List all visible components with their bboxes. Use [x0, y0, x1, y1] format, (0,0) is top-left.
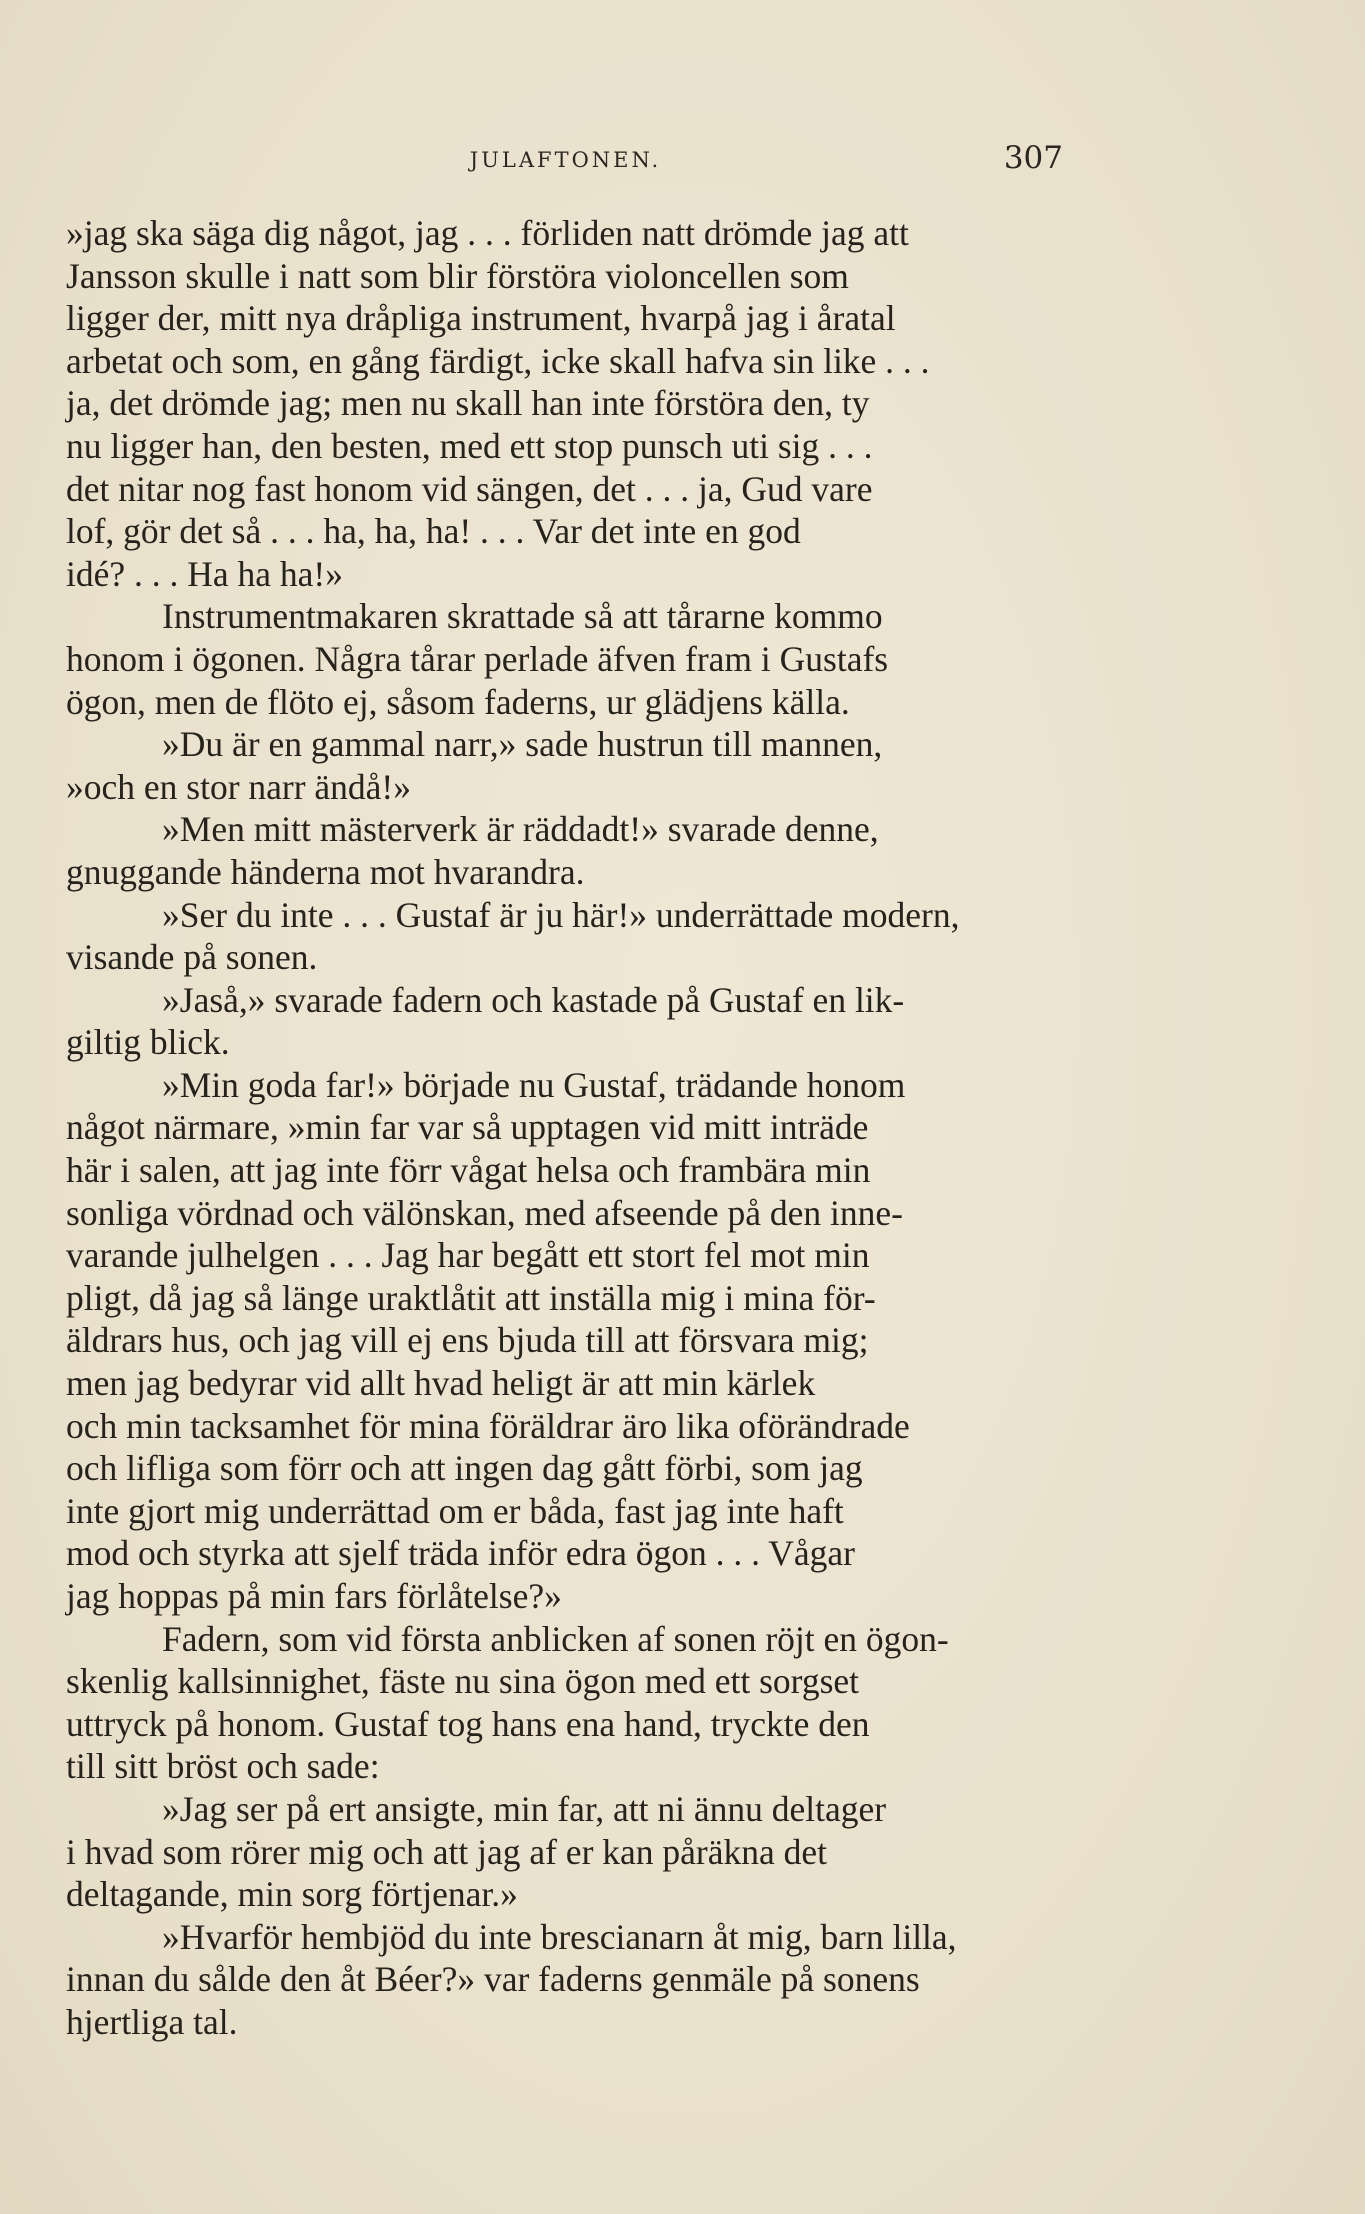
page-number: 307 [1003, 140, 1063, 176]
text-line: »Ser du inte . . . Gustaf är ju här!» underrättade modern, [162, 894, 960, 935]
text-line: pligt, då jag så länge uraktlåtit att inställa mig i mina för- [66, 1277, 876, 1318]
text-line: innan du sålde den åt Béer?» var faderns genmäle på sonens [66, 1959, 920, 2000]
text-line: nu ligger han, den besten, med ett stop punsch uti sig . . . [66, 425, 873, 466]
text-line: äldrars hus, och jag vill ej ens bjuda till att försvara mig; [66, 1320, 869, 1361]
body-text [66, 212, 1096, 2044]
text-line: »Jaså,» svarade fadern och kastade på Gustaf en lik- [162, 979, 905, 1020]
text-line: inte gjort mig underrättad om er båda, fast jag inte haft [66, 1490, 844, 1531]
text-line: »jag ska säga dig något, jag . . . förliden natt drömde jag att [66, 213, 909, 253]
text-line: ögon, men de flöto ej, såsom faderns, ur glädjens källa. [66, 681, 850, 722]
text-line: och min tacksamhet för mina föräldrar äro lika oförändrade [66, 1405, 910, 1446]
text-line: här i salen, att jag inte förr vågat helsa och frambära min [66, 1150, 871, 1191]
text-line: gnuggande händerna mot hvarandra. [66, 851, 585, 892]
text-line: något närmare, »min far var så upptagen vid mitt inträde [66, 1107, 869, 1148]
text-line: mod och styrka att sjelf träda inför edra ögon . . . Vågar [66, 1533, 855, 1574]
text-line: hjertliga tal. [66, 2001, 238, 2042]
text-line: uttryck på honom. Gustaf tog hans ena hand, tryckte den [66, 1703, 870, 1744]
text-line: till sitt bröst och sade: [66, 1746, 380, 1787]
text-line: skenlig kallsinnighet, fäste nu sina ögon med ett sorgset [66, 1661, 860, 1702]
text-line: sonliga vördnad och välönskan, med afseende på den inne- [66, 1192, 903, 1233]
text-line: lof, gör det så . . . ha, ha, ha! . . . Var det inte en god [66, 511, 801, 552]
text-line: »Min goda far!» började nu Gustaf, trädande honom [162, 1064, 906, 1105]
text-line: ja, det drömde jag; men nu skall han inte förstöra den, ty [66, 383, 870, 424]
text-line: visande på sonen. [66, 937, 318, 978]
text-line: Fadern, som vid första anblicken af sonen röjt en ögon- [162, 1618, 949, 1659]
running-head [68, 140, 1063, 188]
text-line: Jansson skulle i natt som blir förstöra violoncellen som [66, 255, 849, 296]
text-line: och lifliga som förr och att ingen dag gått förbi, som jag [66, 1448, 863, 1489]
text-line: »och en stor narr ändå!» [66, 766, 411, 807]
text-line: men jag bedyrar vid allt hvad heligt är att min kärlek [66, 1363, 816, 1404]
text-line: giltig blick. [66, 1022, 230, 1063]
text-line: varande julhelgen . . . Jag har begått ett stort fel mot min [66, 1235, 870, 1276]
text-line: »Jag ser på ert ansigte, min far, att ni ännu deltager [162, 1788, 887, 1829]
text-line: »Du är en gammal narr,» sade hustrun till mannen, [162, 724, 883, 765]
text-line: det nitar nog fast honom vid sängen, det . . . ja, Gud vare [66, 468, 873, 509]
text-line: i hvad som rörer mig och att jag af er kan påräkna det [66, 1831, 827, 1872]
text-line: arbetat och som, en gång färdigt, icke skall hafva sin like . . . [66, 340, 930, 381]
text-line: jag hoppas på min fars förlåtelse?» [66, 1576, 562, 1616]
running-title: JULAFTONEN. [469, 148, 662, 172]
text-line: ligger der, mitt nya dråpliga instrument, hvarpå jag i åratal [66, 298, 896, 339]
text-line: deltagande, min sorg förtjenar.» [66, 1874, 518, 1915]
text-line: »Men mitt mästerverk är räddadt!» svarade denne, [162, 809, 879, 850]
text-line: »Hvarför hembjöd du inte brescianarn åt mig, barn lilla, [162, 1916, 957, 1957]
text-line: idé? . . . Ha ha ha!» [66, 553, 343, 594]
text-line: honom i ögonen. Några tårar perlade äfven fram i Gustafs [66, 638, 889, 679]
text-line: Instrumentmakaren skrattade så att tårarne kommo [162, 596, 883, 637]
